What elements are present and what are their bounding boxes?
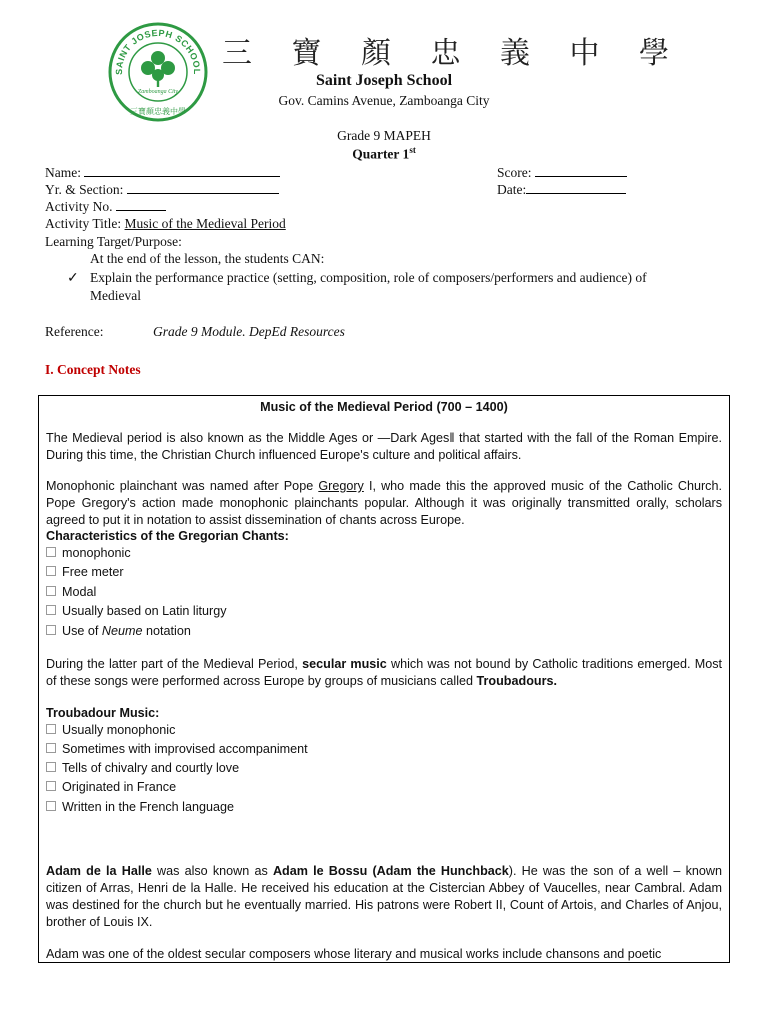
score-label: Score: [497, 165, 532, 180]
name-field[interactable] [45, 164, 280, 181]
concept-notes-heading: I. Concept Notes [45, 362, 141, 377]
school-name: Saint Joseph School [315, 72, 453, 89]
list-item: Originated in France [46, 779, 176, 796]
bullet-square-icon [46, 625, 56, 635]
score-blank[interactable] [535, 164, 627, 177]
bullet-square-icon [46, 586, 56, 596]
list-item: Modal [46, 584, 96, 601]
section-blank[interactable] [127, 181, 279, 194]
activity-title-row [45, 216, 286, 232]
name-label: Name: [45, 165, 81, 180]
bullet-square-icon [46, 762, 56, 772]
gregory-link[interactable]: Gregory [318, 479, 364, 493]
bullet-square-icon [46, 566, 56, 576]
svg-text:三寶顏忠義中學: 三寶顏忠義中學 [130, 107, 186, 116]
list-item: Use of Neume notation [46, 623, 191, 640]
logo-inner-text: Zamboanga City [137, 89, 179, 95]
date-blank[interactable] [526, 181, 626, 194]
paragraph-adam-de-la-halle: Adam de la Halle was also known as Adam le Bossu (Adam the Hunchback). He was the son of a well – known citizen of Arras, Henri de la Halle. He received his education at the Cistercian Abbey of Vaucelles, near Cambral. Adam was destined for the church but he eventually married. His patrons were Robert II, Count of Artois, and Charles of Anjou, brother of Louis IX. [46, 864, 722, 929]
quarter-label: Quarter 1st [352, 145, 416, 162]
chinese-school-name: 三 寶 顏 忠 義 中 學 [222, 37, 685, 70]
score-field[interactable] [497, 164, 627, 181]
activity-no-field[interactable] [45, 198, 166, 215]
paragraph-secular-music: During the latter part of the Medieval Period, secular music which was not bound by Catholic traditions emerged. Most of these songs were performed across Europe by groups of musicians called Troubadours. [46, 657, 722, 688]
bullet-square-icon [46, 605, 56, 615]
grade-subject: Grade 9 MAPEH [337, 128, 431, 143]
date-field[interactable] [497, 181, 626, 198]
paragraph-dark-ages: The Medieval period is also known as the Middle Ages or ―Dark Ages‖ that started with the fall of the Roman Empire. During this time, the Christian Church influenced Europe's culture and political affairs. [46, 431, 722, 462]
quarter-superscript: st [409, 145, 416, 155]
activity-title-value: Music of the Medieval Period [124, 216, 286, 231]
date-label: Date: [497, 182, 527, 197]
list-item: Tells of chivalry and courtly love [46, 760, 239, 777]
list-item: Free meter [46, 564, 124, 581]
list-item: Sometimes with improvised accompaniment [46, 741, 308, 758]
reference-value: Grade 9 Module. DepEd Resources [153, 324, 345, 339]
section-field[interactable] [45, 181, 279, 198]
objective-line-1: Explain the performance practice (setting, composition, role of composers/performers and audience) of [90, 270, 647, 285]
bullet-square-icon [46, 781, 56, 791]
school-address: Gov. Camins Avenue, Zamboanga City [278, 93, 490, 108]
learning-target-label: Learning Target/Purpose: [45, 234, 182, 249]
list-item: Written in the French language [46, 799, 234, 816]
bullet-square-icon [46, 547, 56, 557]
troubadour-heading: Troubadour Music: [46, 706, 160, 720]
list-item: monophonic [46, 545, 131, 562]
list-item: Usually based on Latin liturgy [46, 603, 227, 620]
activity-title-label: Activity Title: [45, 216, 122, 231]
objective-line-2: Medieval [90, 288, 141, 303]
checkmark-icon: ✓ [67, 271, 79, 286]
bullet-square-icon [46, 743, 56, 753]
gregorian-heading: Characteristics of the Gregorian Chants: [46, 529, 289, 543]
bullet-square-icon [46, 801, 56, 811]
name-blank[interactable] [84, 164, 280, 177]
activity-no-blank[interactable] [116, 198, 166, 211]
concept-notes-box [38, 395, 730, 963]
reference-label: Reference: [45, 324, 104, 339]
activity-no-label: Activity No. [45, 199, 113, 214]
lesson-intro: At the end of the lesson, the students CAN: [90, 251, 325, 266]
logo-ring-text: SAINT JOSEPH SCHOOL [113, 27, 203, 75]
box-title: Music of the Medieval Period (700 – 1400) [260, 400, 508, 414]
section-label: Yr. & Section: [45, 182, 124, 197]
paragraph-secular-composer: Adam was one of the oldest secular composers whose literary and musical works include chansons and poetic [46, 947, 662, 961]
paragraph-plainchant: Monophonic plainchant was named after Pope Gregory I, who made this the approved music of the Catholic Church. Pope Gregory's action made monophonic plainchants popular. Although it was originally transmitted orally, scholars agreed to put it in notation to assist dissemination of chants across Europe. [46, 479, 722, 527]
list-item: Usually monophonic [46, 722, 175, 739]
bullet-square-icon [46, 724, 56, 734]
